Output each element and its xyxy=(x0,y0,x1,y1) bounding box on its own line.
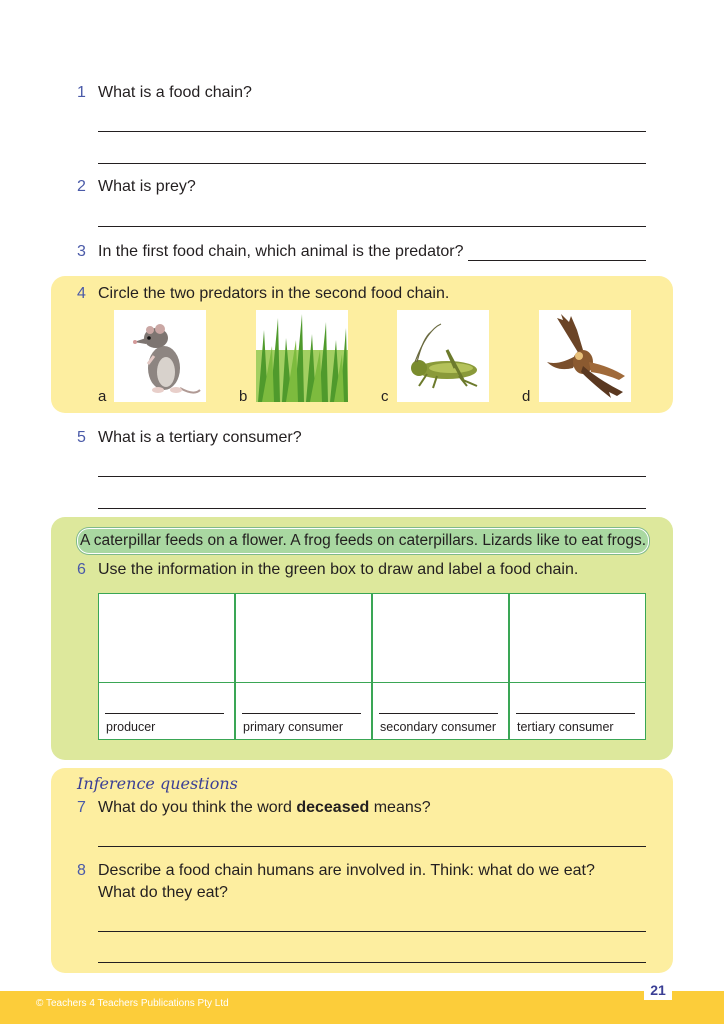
q1-text: What is a food chain? xyxy=(98,84,252,101)
q8-number: 8 xyxy=(77,862,86,879)
q3-text: In the first food chain, which animal is the predator? xyxy=(98,243,464,260)
grasshopper-image[interactable] xyxy=(397,310,489,402)
table-divider xyxy=(373,682,508,683)
footer-copyright: © Teachers 4 Teachers Publications Pty Ltd xyxy=(36,998,229,1009)
table-label-primary: primary consumer xyxy=(243,720,344,734)
q8-text-line-1: Describe a food chain humans are involved in. Think: what do we eat? xyxy=(98,862,595,879)
table-divider xyxy=(236,682,371,683)
table-label-tertiary: tertiary consumer xyxy=(517,720,614,734)
q7-text xyxy=(98,799,431,817)
q3-number: 3 xyxy=(77,243,86,260)
q6-text: Use the information in the green box to draw and label a food chain. xyxy=(98,561,579,578)
table-cell-secondary[interactable] xyxy=(372,593,509,740)
q8-text-line-2: What do they eat? xyxy=(98,884,228,901)
q1-answer-line-1[interactable] xyxy=(98,131,646,132)
table-answer-line[interactable] xyxy=(379,713,498,714)
table-divider xyxy=(99,682,234,683)
table-label-producer: producer xyxy=(106,720,156,734)
q7-bold-word: deceased xyxy=(296,799,370,816)
table-divider xyxy=(510,682,645,683)
rat-icon xyxy=(114,310,206,402)
q5-number: 5 xyxy=(77,429,86,446)
q5-answer-line-2[interactable] xyxy=(98,508,646,509)
q4-text: Circle the two predators in the second food chain. xyxy=(98,285,450,302)
q4-number: 4 xyxy=(77,285,86,302)
table-answer-line[interactable] xyxy=(516,713,635,714)
q2-text: What is prey? xyxy=(98,178,196,195)
inference-heading: Inference questions xyxy=(77,774,238,793)
option-b-label: b xyxy=(239,388,248,405)
hawk-icon xyxy=(539,310,631,402)
hawk-image[interactable] xyxy=(539,310,631,402)
grass-icon xyxy=(256,310,348,402)
q2-answer-line[interactable] xyxy=(98,226,646,227)
q5-text: What is a tertiary consumer? xyxy=(98,429,302,446)
option-c-label: c xyxy=(381,388,389,405)
q6-number: 6 xyxy=(77,561,86,578)
grasshopper-icon xyxy=(397,310,489,402)
info-box: A caterpillar feeds on a flower. A frog feeds on caterpillars. Lizards like to eat frogs. xyxy=(77,528,649,554)
q5-answer-line-1[interactable] xyxy=(98,476,646,477)
q8-answer-line-1[interactable] xyxy=(98,931,646,932)
q1-answer-line-2[interactable] xyxy=(98,163,646,164)
table-answer-line[interactable] xyxy=(105,713,224,714)
table-answer-line[interactable] xyxy=(242,713,361,714)
table-cell-primary[interactable] xyxy=(235,593,372,740)
q8-answer-line-2[interactable] xyxy=(98,962,646,963)
q7-number: 7 xyxy=(77,799,86,816)
q1-number: 1 xyxy=(77,84,86,101)
page-number: 21 xyxy=(644,981,672,1000)
table-label-secondary: secondary consumer xyxy=(380,720,497,734)
grass-image[interactable] xyxy=(256,310,348,402)
rat-image[interactable] xyxy=(114,310,206,402)
table-cell-tertiary[interactable] xyxy=(509,593,646,740)
q7-answer-line[interactable] xyxy=(98,846,646,847)
q2-number: 2 xyxy=(77,178,86,195)
q7-text-after: means? xyxy=(369,799,431,816)
table-cell-producer[interactable] xyxy=(98,593,235,740)
option-a-label: a xyxy=(98,388,107,405)
q3-answer-line[interactable] xyxy=(468,260,646,261)
q7-text-before: What do you think the word xyxy=(98,799,297,816)
option-d-label: d xyxy=(522,388,531,405)
